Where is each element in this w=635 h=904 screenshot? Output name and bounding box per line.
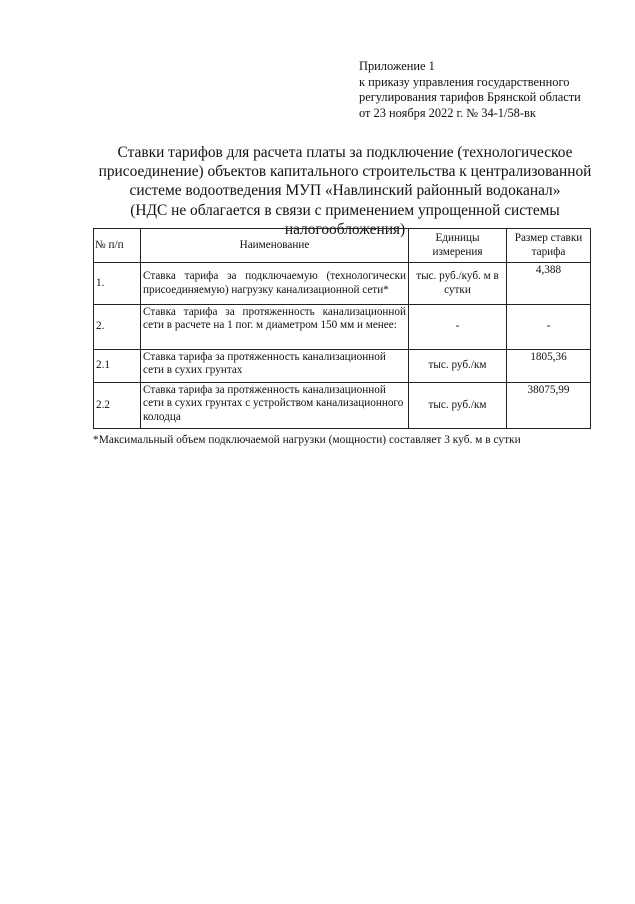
table-row	[94, 383, 591, 429]
document-title	[90, 143, 600, 239]
row-num: 1.	[94, 263, 141, 305]
title-line: налогообложения)	[284, 220, 406, 238]
row-value: -	[507, 305, 591, 350]
row-name: Ставка тарифа за подключаемую (технологически присоединяемую) нагрузку канализационной сети*	[141, 263, 409, 305]
table-row	[94, 305, 591, 350]
table-header-row	[94, 229, 591, 263]
row-name: Ставка тарифа за протяженность канализационной сети в сухих грунтах с устройством канализационного колодца	[141, 383, 409, 429]
header-unit: Единицы измерения	[409, 229, 507, 263]
header-name: Наименование	[141, 229, 409, 263]
row-num: 2.	[94, 305, 141, 350]
row-unit: -	[409, 305, 507, 350]
row-unit: тыс. руб./куб. м в сутки	[409, 263, 507, 305]
row-value: 38075,99	[507, 383, 591, 429]
row-num: 2.2	[94, 383, 141, 429]
row-value: 4,388	[507, 263, 591, 305]
row-value: 1805,36	[507, 350, 591, 383]
header-value: Размер ставки тарифа	[507, 229, 591, 263]
row-num: 2.1	[94, 350, 141, 383]
appendix-line: от 23 ноября 2022 г. № 34-1/58-вк	[359, 105, 536, 120]
title-line: Ставки тарифов для расчета платы за подключение (технологическое	[117, 144, 573, 161]
row-name: Ставка тарифа за протяженность канализационной сети в расчете на 1 пог. м диаметром 150 мм и менее:	[141, 305, 409, 350]
appendix-reference	[359, 59, 581, 121]
appendix-line: Приложение 1	[359, 59, 435, 73]
title-line: присоединение) объектов капитального строительства к централизованной	[98, 163, 592, 181]
table-row	[94, 263, 591, 305]
row-unit: тыс. руб./км	[409, 350, 507, 383]
title-line: (НДС не облагается в связи с применением упрощенной системы	[130, 201, 560, 219]
header-num: № п/п	[94, 229, 141, 263]
footnote: *Максимальный объем подключаемой нагрузки (мощности) составляет 3 куб. м в сутки	[93, 434, 521, 446]
table-row	[94, 350, 591, 383]
tariff-table	[93, 228, 591, 429]
title-line: системе водоотведения МУП «Навлинский районный водоканал»	[129, 182, 561, 200]
appendix-line: к приказу управления государственного	[359, 74, 570, 89]
appendix-line: регулирования тарифов Брянской области	[359, 90, 581, 105]
row-name: Ставка тарифа за протяженность канализационной сети в сухих грунтах	[141, 350, 409, 383]
row-unit: тыс. руб./км	[409, 383, 507, 429]
